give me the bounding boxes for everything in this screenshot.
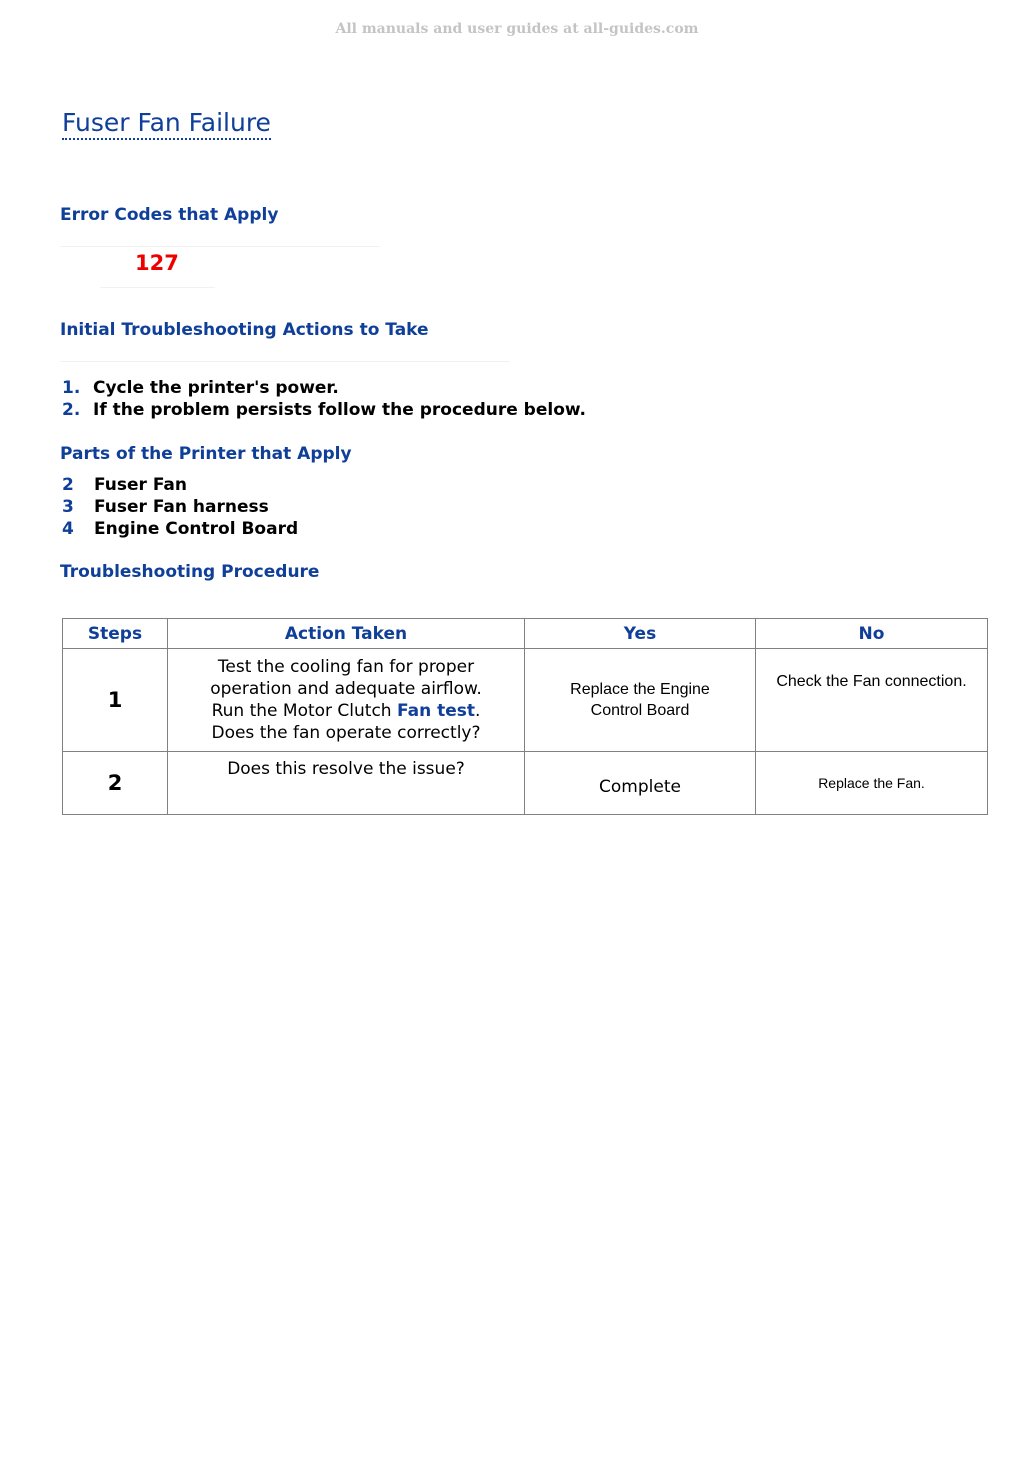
part-name: Fuser Fan harness (94, 497, 269, 517)
fan-test-link[interactable]: Fan test (396, 701, 475, 721)
parts-heading: Parts of the Printer that Apply (60, 444, 352, 464)
error-code: 127 (135, 251, 179, 275)
yes-cell (525, 649, 756, 752)
page-title[interactable]: Fuser Fan Failure (62, 108, 271, 140)
part-name: Engine Control Board (94, 519, 299, 539)
parts-list (62, 474, 298, 540)
list-item (62, 518, 298, 540)
table-row (63, 752, 988, 815)
no-cell: Check the Fan connection. (756, 649, 988, 752)
action-cell: Does this resolve the issue? (168, 752, 525, 815)
column-header-steps: Steps (63, 619, 168, 649)
action-cell (168, 649, 525, 752)
yes-line: Control Board (590, 702, 690, 719)
part-number: 3 (62, 497, 74, 517)
yes-line: Replace the Engine (570, 681, 710, 698)
error-codes-heading: Error Codes that Apply (60, 205, 279, 225)
part-number: 2 (62, 475, 74, 495)
column-header-yes: Yes (525, 619, 756, 649)
procedure-table (62, 618, 988, 815)
initial-actions-list (62, 377, 586, 421)
step-number: 2 (63, 752, 168, 815)
list-number: 1. (62, 378, 81, 398)
list-item (62, 474, 298, 496)
list-number: 2. (62, 400, 81, 420)
column-header-action: Action Taken (168, 619, 525, 649)
no-cell: Replace the Fan. (756, 752, 988, 815)
watermark: All manuals and user guides at all-guides.com (335, 21, 699, 37)
procedure-heading: Troubleshooting Procedure (60, 562, 320, 582)
part-number: 4 (62, 519, 74, 539)
initial-actions-heading: Initial Troubleshooting Actions to Take (60, 320, 429, 340)
table-header-row (63, 619, 988, 649)
list-text: Cycle the printer's power. (93, 378, 339, 398)
divider (60, 246, 380, 247)
list-item (62, 496, 298, 518)
action-line: operation and adequate airflow. (210, 679, 482, 699)
step-number: 1 (63, 649, 168, 752)
divider (60, 361, 510, 362)
list-text: If the problem persists follow the procedure below. (93, 400, 586, 420)
action-line: Test the cooling fan for proper (217, 657, 475, 677)
yes-cell: Complete (525, 752, 756, 815)
part-name: Fuser Fan (94, 475, 188, 495)
table-row (63, 649, 988, 752)
action-line: Does the fan operate correctly? (211, 723, 481, 743)
divider (100, 287, 215, 288)
action-text: Run the Motor Clutch (211, 701, 397, 721)
action-text: . (475, 701, 481, 721)
column-header-no: No (756, 619, 988, 649)
action-line (168, 700, 524, 722)
list-item (62, 399, 586, 421)
list-item (62, 377, 586, 399)
